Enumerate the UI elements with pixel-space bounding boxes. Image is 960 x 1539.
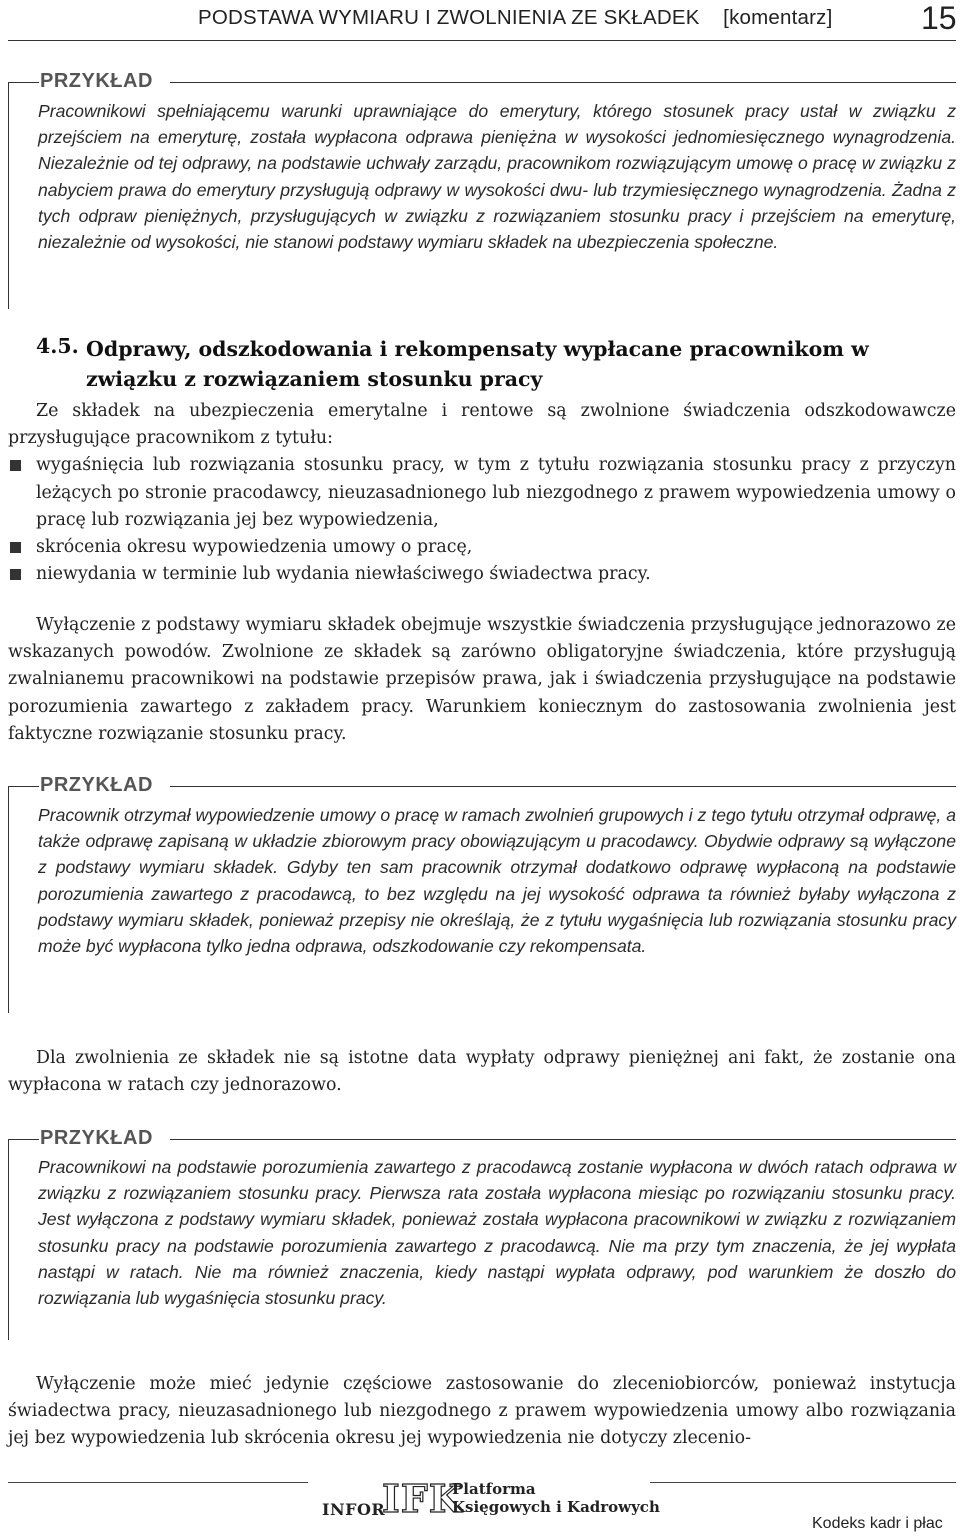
exclusion-paragraph: Wyłączenie z podstawy wymiaru składek obejmuje wszystkie świadczenia przysługujące jednorazowo ze wskazanych powodów. Zwolnione ze składek są zarówno obligatoryjne świadczenia, które przysługują zwalnianemu pracownikowi na podstawie przepisów prawa, jak i świadczenia przysługujące na podstawie porozumienia zawartego z zakładem pracy. Warunkiem koniecznym do zastosowania zwolnienia jest faktyczne rozwiązanie stosunku pracy. bbox=[8, 615, 956, 744]
list-item-text: niewydania w terminie lub wydania niewłaściwego świadectwa pracy. bbox=[36, 564, 651, 585]
footer-divider-right bbox=[650, 1482, 956, 1483]
example-3-label: PRZYKŁAD bbox=[40, 1127, 159, 1150]
intro-text: Ze składek na ubezpieczenia emerytalne i rentowe są zwolnione świadczenia odszkodowawcze przysługujące pracownikom z tytułu: bbox=[8, 401, 956, 449]
example-2-rule bbox=[170, 786, 956, 787]
platform-logo-line2: Księgowych i Kadrowych bbox=[452, 1498, 660, 1516]
example-1-rule bbox=[170, 82, 956, 83]
section-number: 4.5. bbox=[36, 334, 79, 358]
list-item bbox=[8, 452, 956, 534]
infor-logo: INFOR bbox=[322, 1500, 386, 1519]
ifk-logo: IFK bbox=[382, 1476, 463, 1521]
compensation-list bbox=[8, 452, 956, 588]
partial-paragraph: Wyłączenie może mieć jedynie częściowe zastosowanie do zleceniobiorców, ponieważ instytucja świadectwa pracy, nieuzasadnionego lub niezgodnego z prawem wypowiedzenia umowy albo rozwiązania jej bez wypowiedzenia lub skrócenia okresu jej wypowiedzenia nie dotyczy zlecenio- bbox=[8, 1374, 956, 1449]
example-1-bracket bbox=[8, 82, 39, 309]
list-item-text: skrócenia okresu wypowiedzenia umowy o pracę, bbox=[36, 537, 473, 558]
platform-logo-text bbox=[452, 1480, 660, 1516]
example-1-text: Pracownikowi spełniającemu warunki uprawniające do emerytury, którego stosunek pracy ustał w związku z przejściem na emeryturę, została wypłacona odprawa pieniężna w wysokości jednomiesięcznego wynagrodzenia. Niezależnie od tej odprawy, na podstawie uchwały zarządu, pracownikom rozwiązującym umowę o pracę w związku z nabyciem prawa do emerytury przysługują odprawy w wysokości dwu- lub trzymiesięcznego wynagrodzenia. Żadna z tych odpraw pieniężnych, przysługujących w związku z rozwiązaniem stosunku pracy i przejściem na emeryturę, niezależnie od wysokości, nie stanowi podstawy wymiaru składek na ubezpieczenia społeczne. bbox=[38, 101, 956, 253]
list-item bbox=[8, 561, 956, 588]
bullet-square-icon bbox=[10, 542, 21, 553]
example-2-text: Pracownik otrzymał wypowiedzenie umowy o pracę w ramach zwolnień grupowych i z tego tytułu otrzymał odprawę, a także odprawę zapisaną w układzie zbiorowym pracy obowiązującym u pracodawcy. Obydwie odprawy są wyłączone z podstawy wymiaru składek. Gdyby ten sam pracownik otrzymał dodatkowo odprawę wypłaconą na podstawie porozumienia zawartego z pracodawcą, to bez względu na jej wysokość odprawa ta również byłaby wyłączona z podstawy wymiaru składek, ponieważ przepisy nie określają, że z tytułu wygaśnięcia lub rozwiązania stosunku pracy może być wypłacona tylko jedna odprawa, odszkodowanie czy rekompensata. bbox=[38, 805, 956, 957]
list-item-text: wygaśnięcia lub rozwiązania stosunku pracy, w tym z tytułu rozwiązania stosunku pracy z przyczyn leżących po stronie pracodawcy, nieuzasadnionego lub niezgodnego z prawem wypowiedzenia umowy o pracę lub rozwiązania jej bez wypowiedzenia, bbox=[36, 455, 956, 530]
example-2-bracket bbox=[8, 786, 39, 1013]
payment-paragraph: Dla zwolnienia ze składek nie są istotne data wypłaty odprawy pieniężnej ani fakt, że zostanie ona wypłacona w ratach czy jednorazowo. bbox=[8, 1048, 956, 1096]
header-divider bbox=[8, 40, 956, 41]
example-3-rule bbox=[170, 1139, 956, 1140]
list-item bbox=[8, 534, 956, 561]
intro-paragraph bbox=[8, 398, 956, 588]
platform-logo-line1: Platforma bbox=[452, 1480, 536, 1498]
example-2-label: PRZYKŁAD bbox=[40, 774, 159, 797]
example-3-text: Pracownikowi na podstawie porozumienia zawartego z pracodawcą zostanie wypłacona w dwóch ratach odprawa w związku z rozwiązaniem stosunku pracy. Pierwsza rata została wypłacona miesiąc po rozwiązaniu stosunku pracy. Jest wyłączona z podstawy wymiaru składek, ponieważ została wypłacona pracownikowi w związku z rozwiązaniem stosunku pracy na podstawie porozumienia zawartego z pracodawcą. Nie ma przy tym znaczenia, że jej wypłata nastąpi w ratach. Nie ma również znaczenia, kiedy nastąpi wypłata odprawy, pod warunkiem że doszło do rozwiązania lub wygaśnięcia stosunku pracy. bbox=[38, 1157, 956, 1309]
bullet-square-icon bbox=[10, 569, 21, 580]
page-number: 15 bbox=[921, 0, 957, 36]
series-name: Kodeks kadr i płac bbox=[812, 1515, 943, 1532]
example-1-label: PRZYKŁAD bbox=[40, 70, 159, 93]
running-header-title: PODSTAWA WYMIARU I ZWOLNIENIA ZE SKŁADEK [komentarz] bbox=[198, 6, 833, 29]
footer-divider-left bbox=[8, 1482, 308, 1483]
example-3-bracket bbox=[8, 1139, 39, 1340]
section-title: Odprawy, odszkodowania i rekompensaty wypłacane pracownikom w związku z rozwiązaniem stosunku pracy bbox=[86, 337, 869, 391]
bullet-square-icon bbox=[10, 460, 21, 471]
